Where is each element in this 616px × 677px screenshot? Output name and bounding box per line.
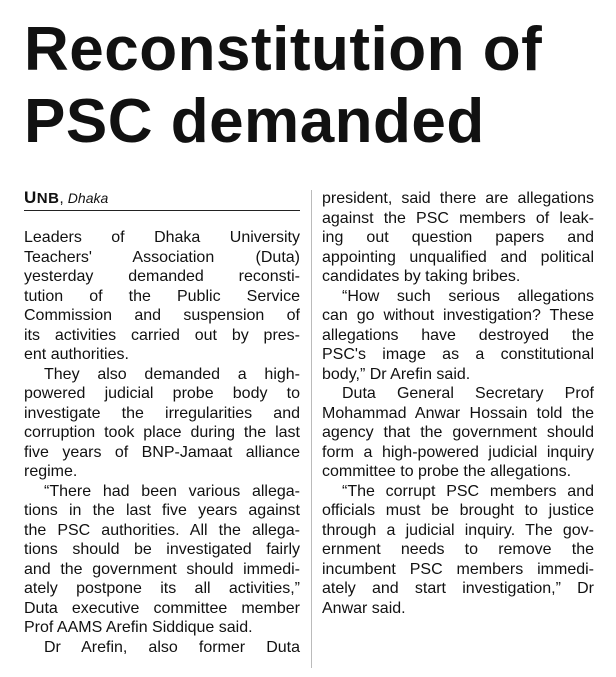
headline-line-2: PSC demanded — [24, 87, 485, 156]
byline-separator: , — [59, 190, 68, 207]
article-line: candidates by taking bribes. — [322, 268, 521, 285]
article-line: committee to probe the allegations. — [322, 463, 572, 480]
article-line: Duta executive committee member — [24, 599, 300, 617]
byline — [24, 188, 108, 209]
article-line: corruption took place during the last — [24, 424, 300, 441]
byline-rule — [24, 210, 300, 211]
article-line: “How such serious allegations — [342, 287, 594, 305]
article-line: agency that the government should — [322, 424, 594, 441]
column-divider — [311, 190, 312, 668]
article-line: Dr Arefin, also former Duta — [44, 638, 300, 656]
article-line: can go without investigation? These — [322, 307, 594, 324]
article-line: Duta General Secretary Prof — [342, 385, 594, 402]
article-line: regime. — [24, 463, 78, 480]
article-line: its activities carried out by pres- — [24, 326, 300, 344]
article-line: “There had been various allega- — [44, 482, 300, 500]
article-line: ately postpone its all activities,” — [24, 580, 300, 597]
article-line: Prof AAMS Arefin Siddique said. — [24, 619, 253, 636]
article-line: tions should be investigated fairly — [24, 541, 300, 558]
article-line: through a judicial inquiry. The gov- — [322, 521, 594, 539]
article-line: Anwar said. — [322, 599, 406, 617]
article-line: Mohammad Anwar Hossain told the — [322, 404, 594, 422]
article-line: ately and start investigation,” Dr — [322, 580, 594, 597]
article-line: Commission and suspension of — [24, 307, 300, 324]
article-line: allegations have destroyed the — [322, 326, 594, 344]
article-line: powered judicial probe body to — [24, 385, 300, 402]
headline — [24, 14, 604, 158]
article-line: form a high-powered judicial inquiry — [322, 443, 594, 461]
article-line: tions in the last five years against — [24, 502, 300, 519]
article-line: PSC's image as a constitutional — [322, 346, 594, 363]
article-line: yesterday demanded reconsti- — [24, 268, 300, 285]
article-line: president, said there are allegations — [322, 190, 594, 207]
article-column-right — [322, 189, 594, 618]
article-line: the PSC authorities. All the allega- — [24, 521, 300, 539]
article-line: Leaders of Dhaka University — [24, 229, 300, 246]
article-column-left — [24, 228, 300, 657]
byline-agency: UNB — [24, 188, 60, 207]
article-line: incumbent PSC members immedi- — [322, 560, 594, 578]
article-line: officials must be brought to justice — [322, 502, 594, 519]
article-line: ernment needs to remove the — [322, 541, 594, 558]
article-line: against the PSC members of leak- — [322, 209, 594, 227]
article-line: appointing unqualified and political — [322, 248, 594, 266]
article-line: ing out question papers and — [322, 229, 594, 246]
article-line: five years of BNP-Jamaat alliance — [24, 443, 300, 461]
article-line: Teachers' Association (Duta) — [24, 248, 300, 266]
headline-line-1: Reconstitution of — [24, 15, 543, 84]
article-line: ent authorities. — [24, 346, 129, 363]
article-line: “The corrupt PSC members and — [342, 482, 594, 500]
article-line: body,” Dr Arefin said. — [322, 365, 471, 383]
article-line: tution of the Public Service — [24, 287, 300, 305]
byline-place: Dhaka — [67, 190, 109, 206]
article-line: They also demanded a high- — [44, 365, 300, 383]
article-line: and the government should immedi- — [24, 560, 300, 578]
article-line: investigate the irregularities and — [24, 404, 300, 422]
